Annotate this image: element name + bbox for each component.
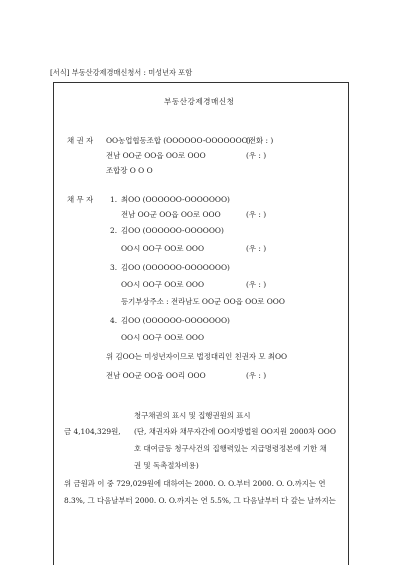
debtor-2-address: OO시 OO구 OO로 OOO — [121, 244, 204, 253]
debtor-3-name: 김OO (OOOOOO-OOOOOOO) — [121, 263, 230, 272]
debtor-1-name: 최OO (OOOOOO-OOOOOOO) — [121, 195, 230, 204]
interest-line-2: 8.3%, 그 다음날부터 2000. O. O.까지는 연 5.5%, 그 다음날부터 다 갚는 날까지는 — [64, 496, 336, 505]
creditor-representative: 조합장 O O O — [106, 166, 153, 175]
debtor-2-number: 2. — [110, 226, 118, 235]
interest-line-1: 위 금원과 이 중 729,029원에 대하여는 2000. O. O.부터 2000. O. O.까지는 연 — [64, 479, 326, 488]
creditor-name: OO농업협동조합 (OOOOOO-OOOOOOO) — [106, 136, 251, 145]
creditor-phone: (전화 : ) — [246, 136, 274, 145]
debtor-1-address: 전남 OO군 OO읍 OO로 OOO — [121, 210, 221, 219]
debtor-3-number: 3. — [110, 263, 118, 272]
debtor-4-address: OO시 OO구 OO로 OOO — [121, 333, 204, 342]
debtor-3-registry-address: 등기부상주소 : 전라남도 OO군 OO읍 OO로 OOO — [121, 297, 285, 306]
creditor-zip: (우 : ) — [246, 151, 267, 160]
creditor-label: 채 권 자 — [67, 136, 94, 145]
document-title: 부동산강제경매신청 — [164, 97, 235, 106]
document-header: [서식] 부동산강제경매신청서 : 미성년자 포함 — [50, 68, 193, 77]
debtor-3-zip: (우 : ) — [246, 280, 267, 289]
debtor-2-zip: (우 : ) — [246, 244, 267, 253]
guardian-zip: (우 : ) — [246, 371, 267, 380]
guardian-note: 위 김OO는 미성년자이므로 법정대리인 친권자 모 최OO — [106, 352, 288, 361]
debtor-3-address: OO시 OO구 OO로 OOO — [121, 280, 204, 289]
claim-heading: 청구채권의 표시 및 집행권원의 표시 — [134, 411, 251, 420]
debtor-2-name: 김OO (OOOOOO-OOOOOO) — [121, 226, 224, 235]
claim-description-line-1: (단, 채권자와 채무자간에 OO지방법원 OO지원 2000차 OOO — [134, 427, 336, 436]
debtor-4-name: 김OO (OOOOOO-OOOOOOO) — [121, 316, 230, 325]
debtor-1-zip: (우 : ) — [246, 210, 267, 219]
debtor-4-number: 4. — [110, 316, 118, 325]
claim-description-line-2: 호 대여금등 청구사건의 집행력있는 지급명령정본에 기한 채 — [134, 444, 327, 453]
debtor-label: 채 무 자 — [67, 195, 94, 204]
debtor-1-number: 1. — [110, 195, 118, 204]
guardian-address: 전남 OO군 OO읍 OO리 OOO — [106, 371, 206, 380]
claim-amount: 금 4,104,329원, — [64, 427, 121, 436]
creditor-address: 전남 OO군 OO읍 OO로 OOO — [106, 151, 206, 160]
claim-description-line-3: 권 및 독촉절차비용) — [134, 461, 199, 470]
